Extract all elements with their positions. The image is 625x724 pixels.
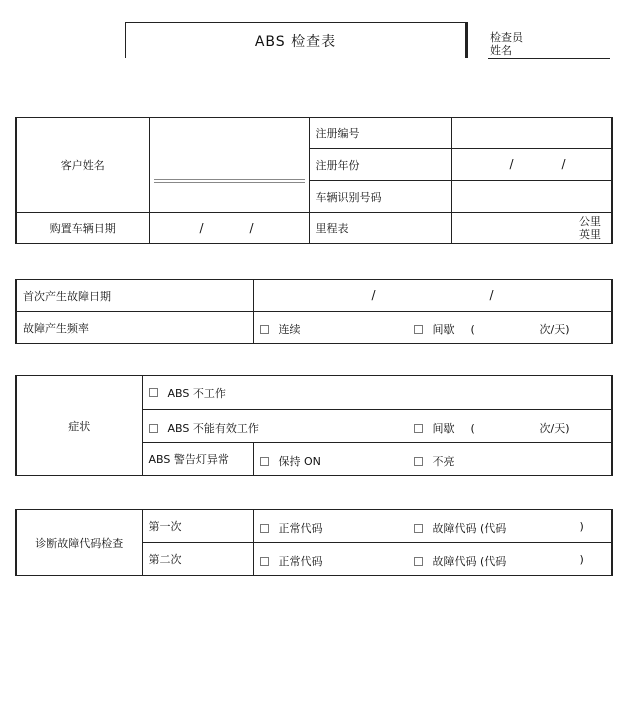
first-fault-date-label: 首次产生故障日期	[16, 280, 253, 312]
fault-frequency-label: 故障产生频率	[16, 312, 253, 344]
reg-year-sep-2: /	[561, 157, 566, 171]
purchase-date-field[interactable]	[149, 213, 309, 244]
fault-occurrence-table	[15, 279, 613, 344]
checkbox-icon[interactable]	[414, 424, 423, 433]
warning-not-lit-option[interactable]: 不亮	[414, 453, 455, 469]
odometer-field[interactable]	[451, 213, 612, 244]
fault-frequency-options	[253, 312, 612, 344]
symptom-per-day: 次/天)	[539, 422, 570, 435]
dtc-second-paren-close: )	[579, 553, 584, 566]
abs-not-work-option[interactable]: ABS 不工作	[149, 385, 606, 401]
checkbox-icon[interactable]	[260, 325, 269, 334]
checkbox-icon[interactable]	[414, 325, 423, 334]
customer-vehicle-table	[15, 117, 613, 244]
reg-no-label: 注册编号	[309, 118, 451, 149]
purchase-date-label: 购置车辆日期	[16, 213, 149, 244]
unit-km: 公里	[579, 215, 601, 228]
customer-name-label: 客户姓名	[16, 118, 149, 213]
checkbox-icon[interactable]	[414, 557, 423, 566]
reg-year-label: 注册年份	[309, 149, 451, 181]
checkbox-icon[interactable]	[149, 424, 158, 433]
odometer-label: 里程表	[309, 213, 451, 244]
form-title-box	[125, 22, 466, 58]
dtc-check-table	[15, 509, 613, 576]
dtc-second-options	[253, 543, 612, 576]
fault-date-sep-2: /	[489, 288, 494, 302]
reg-year-field[interactable]	[451, 149, 612, 181]
warning-light-options	[253, 443, 612, 476]
dtc-first-paren-close: )	[579, 520, 584, 533]
symptoms-label: 症状	[16, 376, 142, 476]
title-box-right-border	[466, 22, 468, 58]
dtc-second-normal-option[interactable]: 正常代码	[260, 553, 323, 569]
freq-intermittent-option[interactable]: 间歇 (	[414, 321, 475, 337]
dtc-check-label: 诊断故障代码检查	[16, 510, 142, 576]
freq-per-day: 次/天)	[539, 323, 570, 336]
dtc-first-options	[253, 510, 612, 543]
checkbox-icon[interactable]	[149, 388, 158, 397]
warning-stay-on-option[interactable]: 保持 ON	[260, 453, 321, 469]
dtc-second-label: 第二次	[142, 543, 253, 576]
abs-not-effective-row	[142, 410, 612, 443]
checkbox-icon[interactable]	[414, 524, 423, 533]
symptoms-table	[15, 375, 613, 476]
dtc-first-fault-option[interactable]: 故障代码 (代码	[414, 520, 507, 536]
dtc-first-normal-option[interactable]: 正常代码	[260, 520, 323, 536]
inspector-signature-line[interactable]	[488, 58, 610, 59]
inspector-label: 检查员 姓名	[490, 31, 523, 57]
warning-light-label: ABS 警告灯异常	[142, 443, 253, 476]
unit-mile: 英里	[579, 228, 601, 241]
freq-continuous-option[interactable]: 连续	[260, 321, 301, 337]
fault-date-sep-1: /	[371, 288, 376, 302]
purchase-date-sep-2: /	[249, 221, 254, 235]
form-title: ABS 检查表	[254, 33, 337, 50]
abs-not-effective-option[interactable]: ABS 不能有效工作	[149, 420, 259, 436]
customer-name-field[interactable]	[149, 118, 309, 213]
reg-no-field[interactable]	[451, 118, 612, 149]
dtc-first-label: 第一次	[142, 510, 253, 543]
vin-field[interactable]	[451, 181, 612, 213]
abs-not-work-row	[142, 376, 612, 410]
purchase-date-sep-1: /	[199, 221, 204, 235]
reg-year-sep-1: /	[509, 157, 514, 171]
first-fault-date-field[interactable]	[253, 280, 612, 312]
checkbox-icon[interactable]	[414, 457, 423, 466]
dtc-second-fault-option[interactable]: 故障代码 (代码	[414, 553, 507, 569]
checkbox-icon[interactable]	[260, 524, 269, 533]
vin-label: 车辆识别号码	[309, 181, 451, 213]
checkbox-icon[interactable]	[260, 557, 269, 566]
symptom-intermittent-option[interactable]: 间歇 (	[414, 420, 475, 436]
checkbox-icon[interactable]	[260, 457, 269, 466]
